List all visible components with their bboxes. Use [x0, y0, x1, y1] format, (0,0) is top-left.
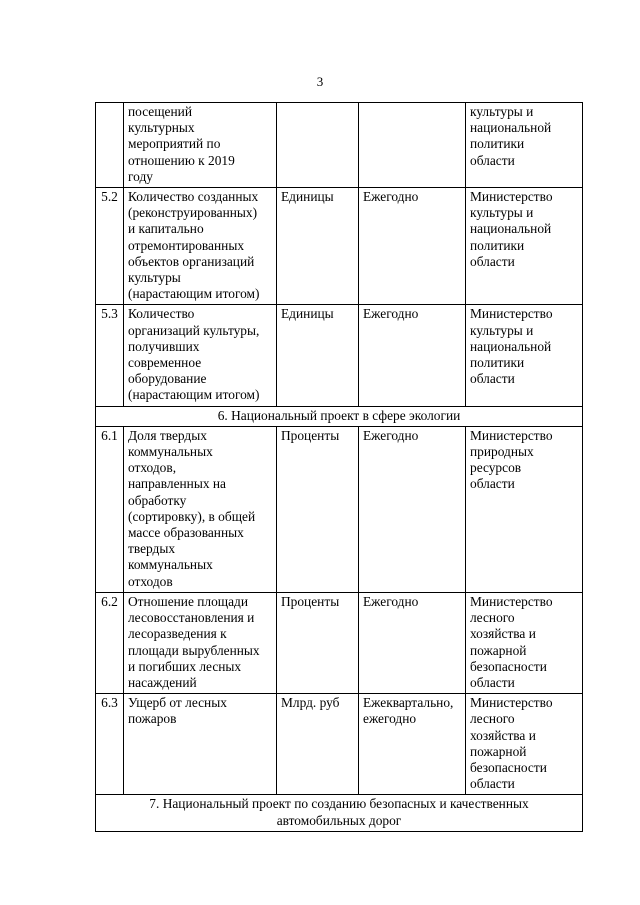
unit-cell: Проценты [277, 426, 359, 592]
row-number: 6.1 [96, 426, 124, 592]
responsible-cell: Министерство лесного хозяйства и пожарной безопасности области [466, 694, 583, 795]
unit-cell: Единицы [277, 188, 359, 305]
page-number: 3 [316, 74, 324, 89]
indicator-cell: Ущерб от лесных пожаров [124, 694, 277, 795]
indicator-cell: Количество организаций культуры, получивших современное оборудование (нарастающим итогом) [124, 305, 277, 406]
row-number: 5.3 [96, 305, 124, 406]
table-row [96, 103, 583, 188]
row-number [96, 103, 124, 188]
responsible-cell: Министерство природных ресурсов области [466, 426, 583, 592]
responsible-cell: Министерство культуры и национальной политики области [466, 188, 583, 305]
responsible-cell: культуры и национальной политики области [466, 103, 583, 188]
section-title: 6. Национальный проект в сфере экологии [96, 406, 583, 426]
row-number: 5.2 [96, 188, 124, 305]
indicator-cell: посещений культурных мероприятий по отношению к 2019 году [124, 103, 277, 188]
indicator-cell: Доля твердых коммунальных отходов, направленных на обработку (сортировку), в общей массе образованных твердых коммунальных отходов [124, 426, 277, 592]
unit-cell: Проценты [277, 592, 359, 693]
table-row [96, 592, 583, 693]
row-number: 6.3 [96, 694, 124, 795]
responsible-cell: Министерство культуры и национальной политики области [466, 305, 583, 406]
period-cell: Ежеквартально, ежегодно [359, 694, 466, 795]
period-cell: Ежегодно [359, 188, 466, 305]
table-row [96, 694, 583, 795]
unit-cell [277, 103, 359, 188]
indicator-cell: Количество созданных (реконструированных) и капитально отремонтированных объектов организаций культуры (нарастающим итогом) [124, 188, 277, 305]
row-number: 6.2 [96, 592, 124, 693]
responsible-cell: Министерство лесного хозяйства и пожарной безопасности области [466, 592, 583, 693]
period-cell: Ежегодно [359, 426, 466, 592]
table-row [96, 426, 583, 592]
unit-cell: Млрд. руб [277, 694, 359, 795]
section-title: 7. Национальный проект по созданию безопасных и качественных автомобильных дорог [96, 795, 583, 831]
section-header-row [96, 406, 583, 426]
period-cell [359, 103, 466, 188]
table-row [96, 305, 583, 406]
indicators-table [95, 102, 583, 832]
indicators-table-body [96, 103, 583, 832]
period-cell: Ежегодно [359, 592, 466, 693]
indicator-cell: Отношение площади лесовосстановления и лесоразведения к площади вырубленных и погибших лесных насаждений [124, 592, 277, 693]
period-cell: Ежегодно [359, 305, 466, 406]
unit-cell: Единицы [277, 305, 359, 406]
section-header-row [96, 795, 583, 831]
table-row [96, 188, 583, 305]
